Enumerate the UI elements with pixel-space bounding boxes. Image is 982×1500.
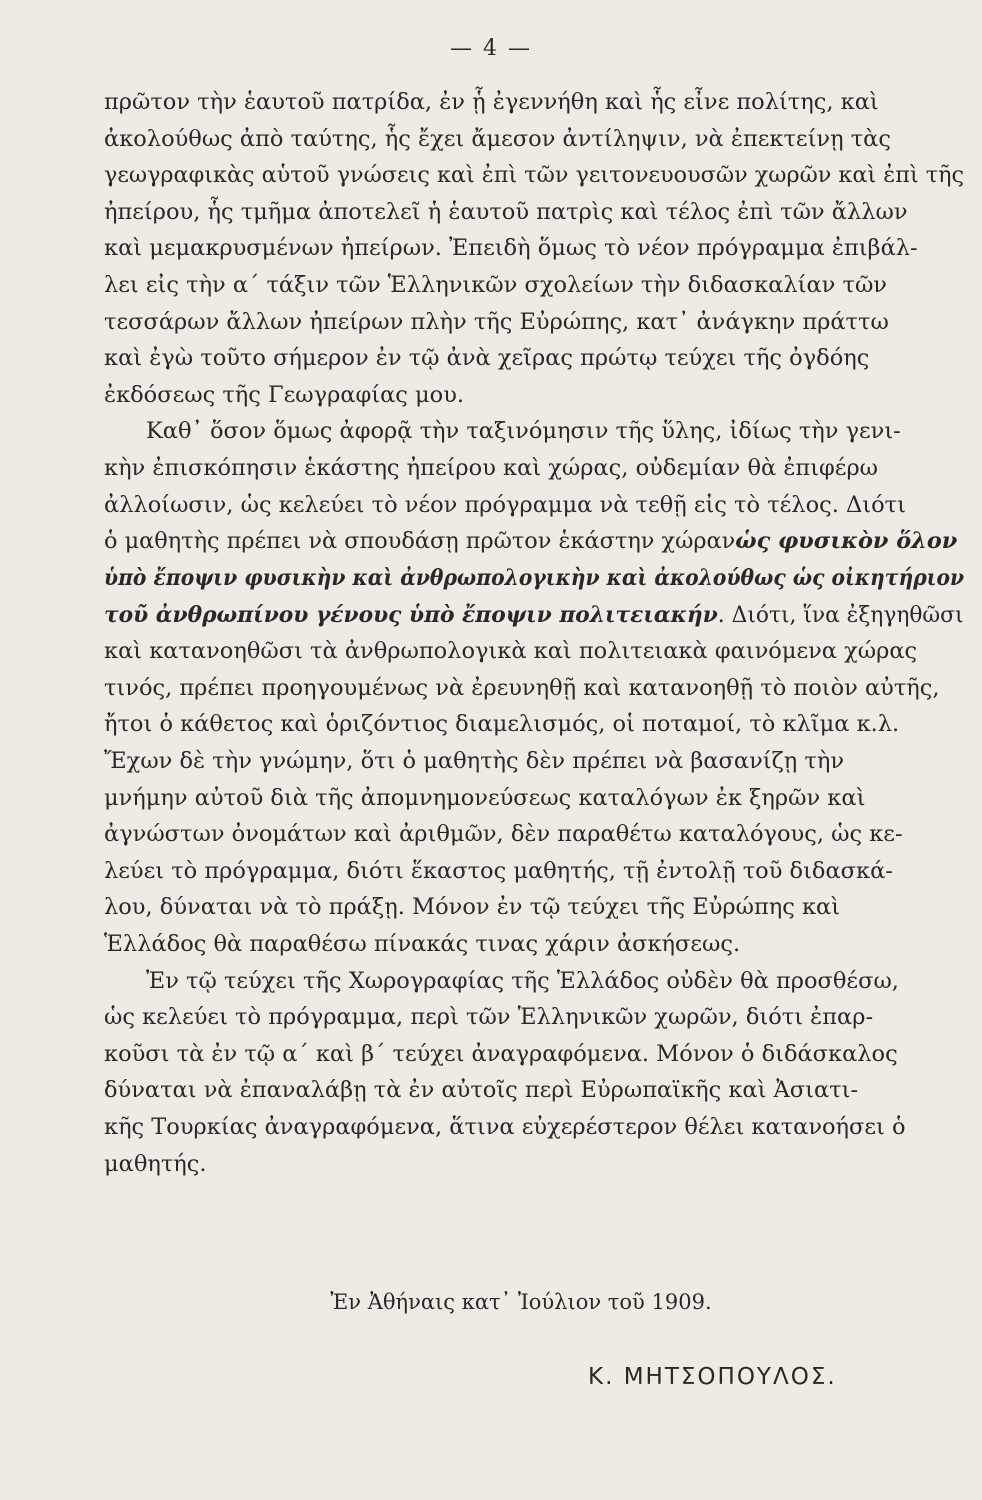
emphasized-text: ὑπὸ ἔποψιν φυσικὴν καὶ ἀνθρωπολογικὴν καὶ ἀκολούθως ὡς οἰκητήριον [104,564,965,591]
line-text: κῆς Τουρκίας ἀναγραφόμενα, ἅτινα εὐχερέστερον θέλει κατανοήσει ὁ [104,1114,906,1141]
text-line [104,670,964,707]
text-line [104,1036,964,1073]
line-text: ἀγνώστων ὀνομάτων καὶ ἀριθμῶν, δὲν παραθέτω καταλόγους, ὡς κε- [104,821,903,848]
line-text: μνήμην αὐτοῦ διὰ τῆς ἀπομνημονεύσεως καταλόγων ἐκ ξηρῶν καὶ [104,784,866,811]
line-text: πρῶτον τὴν ἑαυτοῦ πατρίδα, ἐν ᾗ ἐγεννήθη καὶ ἧς εἶνε πολίτης, καὶ [104,89,879,115]
text-line [104,597,964,634]
line-text: κὴν ἐπισκόπησιν ἑκάστης ἠπείρου καὶ χώρας, οὐδεμίαν θὰ ἐπιφέρω [104,455,879,482]
text-line [104,157,964,194]
line-text: ἠπείρου, ἧς τμῆμα ἀποτελεῖ ἡ ἑαυτοῦ πατρὶς καὶ τέλος ἐπὶ τῶν ἄλλων [104,198,908,225]
line-text: τινός, πρέπει προηγουμένως νὰ ἐρευνηθῇ καὶ κατανοηθῇ τὸ ποιὸν αὐτῆς, [104,674,940,701]
line-text: τεσσάρων ἄλλων ἠπείρων πλὴν τῆς Εὐρώπης, κατ᾽ ἀνάγκην πράττω [104,308,889,335]
text-line [104,304,964,341]
text-line [104,1072,964,1109]
text-line [104,853,964,890]
line-text: δύναται νὰ ἐπαναλάβῃ τὰ ἐν αὐτοῖς περὶ Εὐρωπαϊκῆς καὶ Ἀσιατι- [104,1077,859,1104]
body-text [104,84,964,1182]
line-text: ἐκδόσεως τῆς Γεωγραφίας μου. [104,381,465,408]
text-line [104,1146,964,1183]
text-line [104,84,964,121]
page-number: — 4 — [450,36,532,61]
text-line [104,377,964,414]
line-text: ὁ μαθητὴς πρέπει νὰ σπουδάσῃ πρῶτον ἑκάστην χώραν [104,528,736,555]
line-text: λει εἰς τὴν α΄ τάξιν τῶν Ἑλληνικῶν σχολείων τὴν διδασκαλίαν τῶν [104,272,887,299]
text-line [104,816,964,853]
text-line [104,487,964,524]
text-line [104,999,964,1036]
line-text: ὡς κελεύει τὸ πρόγραμμα, περὶ τῶν Ἑλληνικῶν χωρῶν, διότι ἐπαρ- [104,1004,874,1031]
line-text: κοῦσι τὰ ἐν τῷ α΄ καὶ β΄ τεύχει ἀναγραφόμενα. Μόνον ὁ διδάσκαλος [104,1040,898,1067]
line-text: καὶ κατανοηθῶσι τὰ ἀνθρωπολογικὰ καὶ πολιτειακὰ φαινόμενα χώρας [104,638,918,665]
text-line [104,889,964,926]
text-line [104,450,964,487]
line-text: καὶ ἐγὼ τοῦτο σήμερον ἐν τῷ ἀνὰ χεῖρας πρώτῳ τεύχει τῆς ὀγδόης [104,345,870,372]
line-text: γεωγραφικὰς αὑτοῦ γνώσεις καὶ ἐπὶ τῶν γειτονευουσῶν χωρῶν καὶ ἐπὶ τῆς [104,162,964,189]
line-text: Καθ᾽ ὅσον ὅμως ἀφορᾷ τὴν ταξινόμησιν τῆς ὕλης, ἰδίως τὴν γενι- [146,418,901,445]
emphasized-text: τοῦ ἀνθρωπίνου γένους ὑπὸ ἔποψιν πολιτειακήν [104,601,718,628]
text-line [104,1109,964,1146]
line-text: μαθητής. [104,1150,207,1177]
text-line [104,413,964,450]
text-line [104,743,964,780]
line-text: ἀλλοίωσιν, ὡς κελεύει τὸ νέον πρόγραμμα νὰ τεθῇ εἰς τὸ τέλος. Διότι [104,491,906,518]
line-text: λου, δύναται νὰ τὸ πράξῃ. Μόνον ἐν τῷ τεύχει τῆς Εὐρώπης καὶ [104,894,841,921]
line-text: . Διότι, ἵνα ἐξηγηθῶσι [717,601,964,628]
line-text: Ἔχων δὲ τὴν γνώμην, ὅτι ὁ μαθητὴς δὲν πρέπει νὰ βασανίζῃ τὴν [104,747,845,774]
text-line [104,340,964,377]
text-line [104,926,964,963]
text-line [104,706,964,743]
dateline: Ἐν Ἀθήναις κατ᾽ Ἰούλιον τοῦ 1909. [330,1290,712,1314]
line-text: λεύει τὸ πρόγραμμα, διότι ἕκαστος μαθητής, τῇ ἐντολῇ τοῦ διδασκά- [104,857,893,884]
text-line [104,523,964,560]
line-text: Ἑλλάδος θὰ παραθέσω πίνακάς τινας χάριν ἀσκήσεως. [104,931,741,958]
text-line [104,780,964,817]
text-line [104,230,964,267]
line-text: καὶ μεμακρυσμένων ἠπείρων. Ἐπειδὴ ὅμως τὸ νέον πρόγραμμα ἐπιβάλ- [104,235,918,262]
text-line [104,560,964,597]
text-line [104,633,964,670]
text-line [104,194,964,231]
text-line [104,963,964,1000]
line-text: Ἐν τῷ τεύχει τῆς Χωρογραφίας τῆς Ἑλλάδος οὐδὲν θὰ προσθέσω, [146,967,899,994]
author-signature: Κ. ΜΗΤΣΟΠΟΥΛΟΣ. [588,1364,837,1390]
line-text: ἤτοι ὁ κάθετος καὶ ὁριζόντιος διαμελισμός, οἱ ποταμοί, τὸ κλῖμα κ.λ. [104,711,900,738]
text-line [104,267,964,304]
line-text: ἀκολούθως ἀπὸ ταύτης, ἧς ἔχει ἄμεσον ἀντίληψιν, νὰ ἐπεκτείνῃ τὰς [104,125,891,152]
text-line [104,121,964,158]
emphasized-text: ὡς φυσικὸν ὅλον [735,528,958,555]
